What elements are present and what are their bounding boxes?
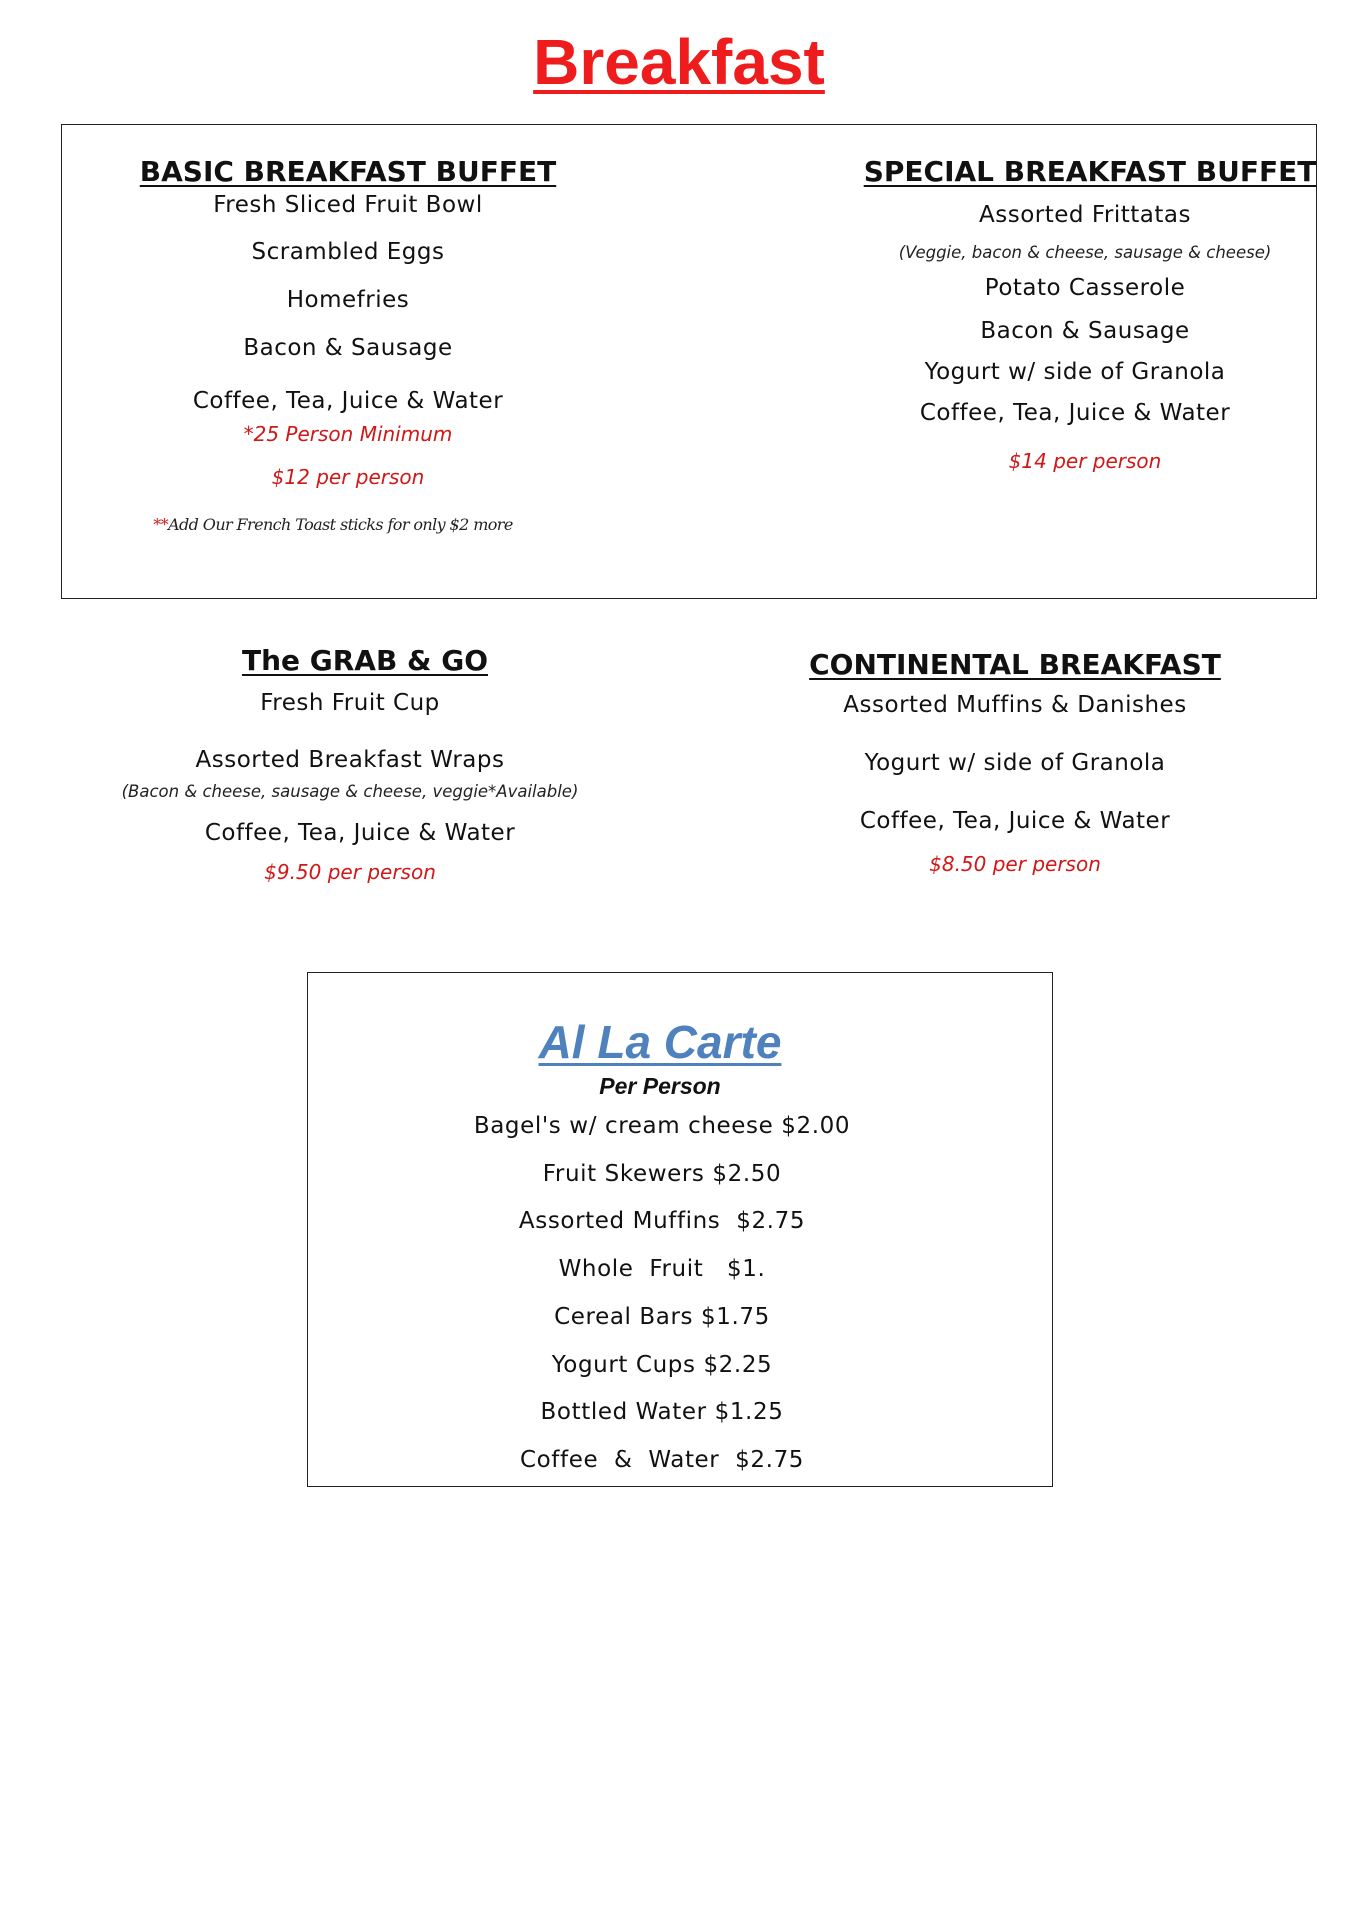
grab-and-go-item: Fresh Fruit Cup [260,690,440,716]
special-buffet-item: Yogurt w/ side of Granola [924,359,1226,385]
alacarte-item: Bagel's w/ cream cheese $2.00 [473,1113,851,1139]
basic-buffet [88,125,608,595]
special-buffet-price: $14 per person [1008,449,1162,473]
grab-and-go-price: $9.50 per person [264,860,436,884]
alacarte-section [307,972,1053,1487]
alacarte-item: Coffee & Water $2.75 [519,1447,805,1473]
basic-buffet-item: Scrambled Eggs [251,239,445,265]
alacarte-subtitle: Per Person [599,1073,721,1099]
special-buffet [840,125,1358,595]
special-buffet-item: Assorted Frittatas [979,202,1191,228]
alacarte-item: Cereal Bars $1.75 [554,1304,770,1330]
addon-stars: ** [153,515,169,534]
basic-buffet-item: Coffee, Tea, Juice & Water [192,388,504,414]
basic-buffet-item: Bacon & Sausage [243,335,453,361]
continental-item: Coffee, Tea, Juice & Water [859,808,1171,834]
special-buffet-heading: SPECIAL BREAKFAST BUFFET [863,155,1317,188]
grab-and-go-note: (Bacon & cheese, sausage & cheese, veggie*Available) [121,782,579,801]
basic-buffet-item: Homefries [286,287,410,313]
alacarte-item: Whole Fruit $1. [558,1256,766,1282]
basic-buffet-minimum: *25 Person Minimum [243,422,453,446]
special-buffet-item: Coffee, Tea, Juice & Water [919,400,1231,426]
special-buffet-note: (Veggie, bacon & cheese, sausage & cheese) [898,243,1272,262]
alacarte-item: Fruit Skewers $2.50 [542,1161,782,1187]
basic-buffet-heading: BASIC BREAKFAST BUFFET [139,155,557,188]
continental-item: Yogurt w/ side of Granola [864,750,1166,776]
grab-and-go-item: Assorted Breakfast Wraps [195,747,505,773]
basic-buffet-item: Fresh Sliced Fruit Bowl [213,192,483,218]
continental-price: $8.50 per person [929,852,1101,876]
basic-buffet-addon [58,515,608,534]
special-buffet-item: Potato Casserole [984,275,1186,301]
alacarte-item: Bottled Water $1.25 [540,1399,784,1425]
page-title: Breakfast [533,26,825,98]
alacarte-item: Yogurt Cups $2.25 [551,1352,773,1378]
alacarte-item: Assorted Muffins $2.75 [518,1208,806,1234]
grab-and-go-heading: The GRAB & GO [241,644,489,677]
alacarte-title: Al La Carte [538,1016,782,1068]
continental-item: Assorted Muffins & Danishes [843,692,1187,718]
continental [780,640,1300,900]
buffet-section [61,124,1317,599]
grab-and-go-item: Coffee, Tea, Juice & Water [204,820,516,846]
continental-heading: CONTINENTAL BREAKFAST [809,648,1221,681]
addon-text: Add Our French Toast sticks for only $2 more [168,515,513,534]
special-buffet-item: Bacon & Sausage [980,318,1190,344]
basic-buffet-price: $12 per person [271,465,425,489]
grab-and-go [90,640,610,900]
